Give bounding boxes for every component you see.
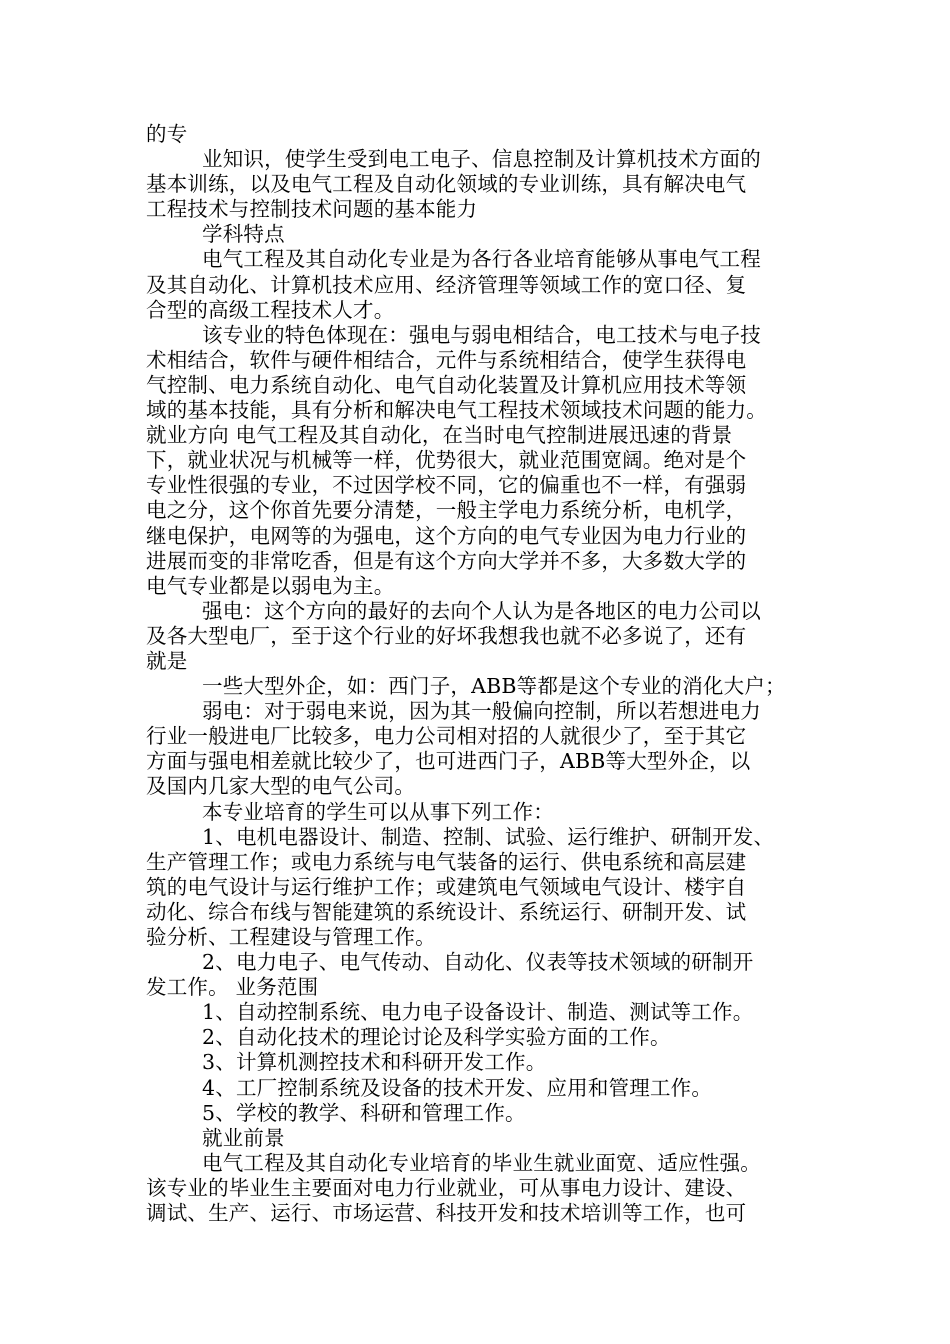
text-line: 本专业培育的学生可以从事下列工作： (202, 799, 554, 824)
text-line: 合型的高级工程技术人才。 (146, 297, 395, 322)
text-line: 就业前景 (202, 1125, 285, 1150)
text-line: 就业方向 电气工程及其自动化，在当时电气控制进展迅速的背景 (146, 423, 733, 448)
text-line: 该专业的毕业生主要面对电力行业就业，可从事电力设计、建设、 (146, 1175, 747, 1200)
text-line: 及国内几家大型的电气公司。 (146, 774, 416, 799)
text-line: 下，就业状况与机械等一样，优势很大，就业范围宽阔。绝对是个 (146, 448, 747, 473)
text-line: 弱电：对于弱电来说，因为其一般偏向控制，所以若想进电力 (202, 699, 761, 724)
text-line: 就是 (146, 648, 188, 673)
text-line: 继电保护，电网等的为强电，这个方向的电气专业因为电力行业的 (146, 523, 747, 548)
text-line: 调试、生产、运行、市场运营、科技开发和技术培训等工作，也可 (146, 1201, 747, 1226)
text-line: 发工作。 业务范围 (146, 975, 319, 1000)
text-line: 及其自动化、计算机技术应用、经济管理等领域工作的宽口径、复 (146, 272, 747, 297)
text-line: 域的基本技能，具有分析和解决电气工程技术领域技术问题的能力。 (146, 398, 767, 423)
text-line: 电气工程及其自动化专业培育的毕业生就业面宽、适应性强。 (202, 1150, 761, 1175)
text-line: 工程技术与控制技术问题的基本能力 (146, 197, 478, 222)
text-line: 进展而变的非常吃香，但是有这个方向大学并不多，大多数大学的 (146, 548, 747, 573)
text-line: 电之分，这个你首先要分清楚，一般主学电力系统分析，电机学， (146, 498, 747, 523)
text-line: 专业性很强的专业，不过因学校不同，它的偏重也不一样，有强弱 (146, 473, 747, 498)
text-line: 基本训练，以及电气工程及自动化领域的专业训练，具有解决电气 (146, 172, 747, 197)
text-line: 电气工程及其自动化专业是为各行各业培育能够从事电气工程 (202, 247, 761, 272)
text-line: 的专 (146, 122, 188, 146)
text-line: 5、学校的教学、科研和管理工作。 (202, 1100, 526, 1125)
text-line: 3、计算机测控技术和科研开发工作。 (202, 1050, 547, 1075)
text-line: 生产管理工作；或电力系统与电气装备的运行、供电系统和高层建 (146, 849, 747, 874)
text-line: 2、自动化技术的理论讨论及科学实验方面的工作。 (202, 1025, 671, 1050)
text-line: 行业一般进电厂比较多，电力公司相对招的人就很少了，至于其它 (146, 724, 747, 749)
document-body (146, 122, 814, 1226)
text-line: 验分析、工程建设与管理工作。 (146, 925, 436, 949)
text-line: 电气专业都是以弱电为主。 (146, 573, 395, 598)
text-line: 学科特点 (202, 222, 285, 247)
text-line: 一些大型外企，如：西门子，ABB等都是这个专业的消化大户； (202, 674, 786, 699)
text-line: 该专业的特色体现在：强电与弱电相结合，电工技术与电子技 (202, 322, 761, 347)
text-line: 2、电力电子、电气传动、自动化、仪表等技术领域的研制开 (202, 950, 754, 975)
text-line: 动化、综合布线与智能建筑的系统设计、系统运行、研制开发、试 (146, 899, 747, 924)
text-line: 1、自动控制系统、电力电子设备设计、制造、测试等工作。 (202, 1000, 754, 1025)
text-line: 及各大型电厂，至于这个行业的好坏我想我也就不必多说了，还有 (146, 623, 747, 648)
text-line: 筑的电气设计与运行维护工作；或建筑电气领域电气设计、楼宇自 (146, 874, 747, 899)
text-line: 4、工厂控制系统及设备的技术开发、应用和管理工作。 (202, 1075, 713, 1100)
text-line: 术相结合，软件与硬件相结合，元件与系统相结合，使学生获得电 (146, 347, 747, 372)
text-line: 强电：这个方向的最好的去向个人认为是各地区的电力公司以 (202, 598, 761, 623)
text-line: 气控制、电力系统自动化、电气自动化装置及计算机应用技术等领 (146, 372, 747, 397)
text-line: 方面与强电相差就比较少了，也可进西门子，ABB等大型外企，以 (146, 749, 751, 774)
text-line: 1、电机电器设计、制造、控制、试验、运行维护、研制开发、 (202, 824, 775, 849)
text-line: 业知识，使学生受到电工电子、信息控制及计算机技术方面的 (202, 147, 761, 172)
